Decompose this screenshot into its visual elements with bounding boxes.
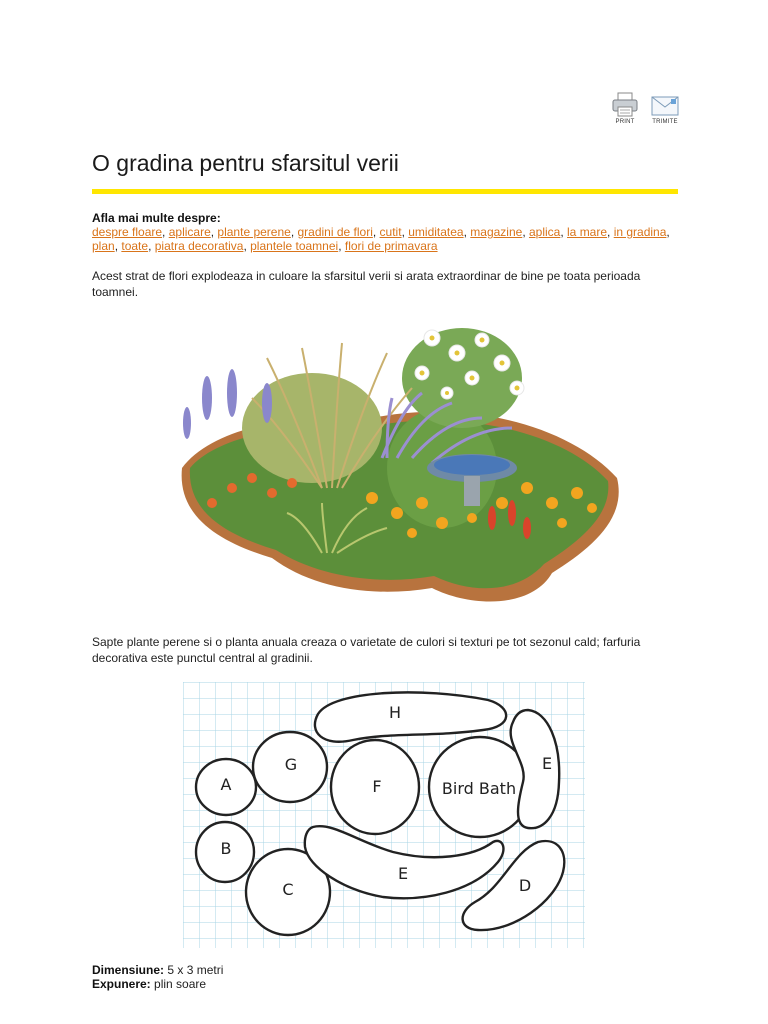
related-topics-heading: Afla mai multe despre: xyxy=(92,211,221,225)
garden-illustration xyxy=(172,318,632,618)
tag-link[interactable]: gradini de flori xyxy=(297,225,373,239)
page-title: O gradina pentru sfarsitul verii xyxy=(92,150,399,176)
label-f: F xyxy=(372,777,382,796)
title-underline xyxy=(92,189,678,194)
size-row xyxy=(92,963,223,977)
tag-link[interactable]: umiditatea xyxy=(408,225,464,239)
tag-link[interactable]: aplica xyxy=(528,225,561,239)
envelope-icon xyxy=(650,92,680,118)
size-label: Dimensiune: xyxy=(92,963,165,977)
garden-plan-diagram xyxy=(183,682,585,948)
exposure-row xyxy=(92,977,223,991)
print-button[interactable] xyxy=(608,92,642,125)
label-c: C xyxy=(282,880,294,899)
label-bird-bath: Bird Bath xyxy=(441,779,517,798)
exposure-value: plin soare xyxy=(154,977,207,991)
label-a: A xyxy=(220,775,232,794)
tag-link[interactable]: plantele toamnei xyxy=(250,239,339,253)
label-e-top: E xyxy=(541,754,553,773)
printer-icon xyxy=(611,92,639,118)
tag-link[interactable]: magazine xyxy=(470,225,523,239)
plan-description: Sapte plante perene si o planta anuala creaza o varietate de culori si texturi pe tot sezonul cald; farfuria decorativa este punctul central al gradinii. xyxy=(92,635,641,665)
related-topics xyxy=(92,211,682,253)
tag-link[interactable]: aplicare xyxy=(168,225,211,239)
garden-facts xyxy=(92,963,223,991)
tag-link[interactable]: in gradina xyxy=(613,225,667,239)
tag-link[interactable]: piatra decorativa xyxy=(154,239,244,253)
label-b: B xyxy=(220,839,232,858)
tag-link[interactable]: despre floare xyxy=(92,225,163,239)
tag-list: despre floare, aplicare, plante perene, gradini de flori, cutit, umiditatea, magazine, aplica, la mare, in gradina, plan, toate, piatra decorativa, plantele toamnei, flori de primavara xyxy=(92,225,670,253)
intro-paragraph: Acest strat de flori explodeaza in culoare la sfarsitul verii si arata extraordinar de bine pe toata perioada toamnei. xyxy=(92,269,641,299)
label-h: H xyxy=(388,703,402,722)
label-d: D xyxy=(518,876,532,895)
tag-link[interactable]: cutit xyxy=(379,225,402,239)
send-label: TRIMITE xyxy=(652,119,678,125)
tag-link[interactable]: flori de primavara xyxy=(344,239,438,253)
tag-link[interactable]: toate xyxy=(121,239,149,253)
tag-link[interactable]: plan xyxy=(92,239,115,253)
size-value: 5 x 3 metri xyxy=(167,963,224,977)
tag-link[interactable]: la mare xyxy=(567,225,608,239)
article-toolbar xyxy=(608,92,682,125)
label-g: G xyxy=(284,755,298,774)
exposure-label: Expunere: xyxy=(92,977,151,991)
tag-link[interactable]: plante perene xyxy=(217,225,291,239)
label-e-bottom: E xyxy=(397,864,409,883)
print-label: PRINT xyxy=(615,119,635,125)
send-button[interactable] xyxy=(648,92,682,125)
